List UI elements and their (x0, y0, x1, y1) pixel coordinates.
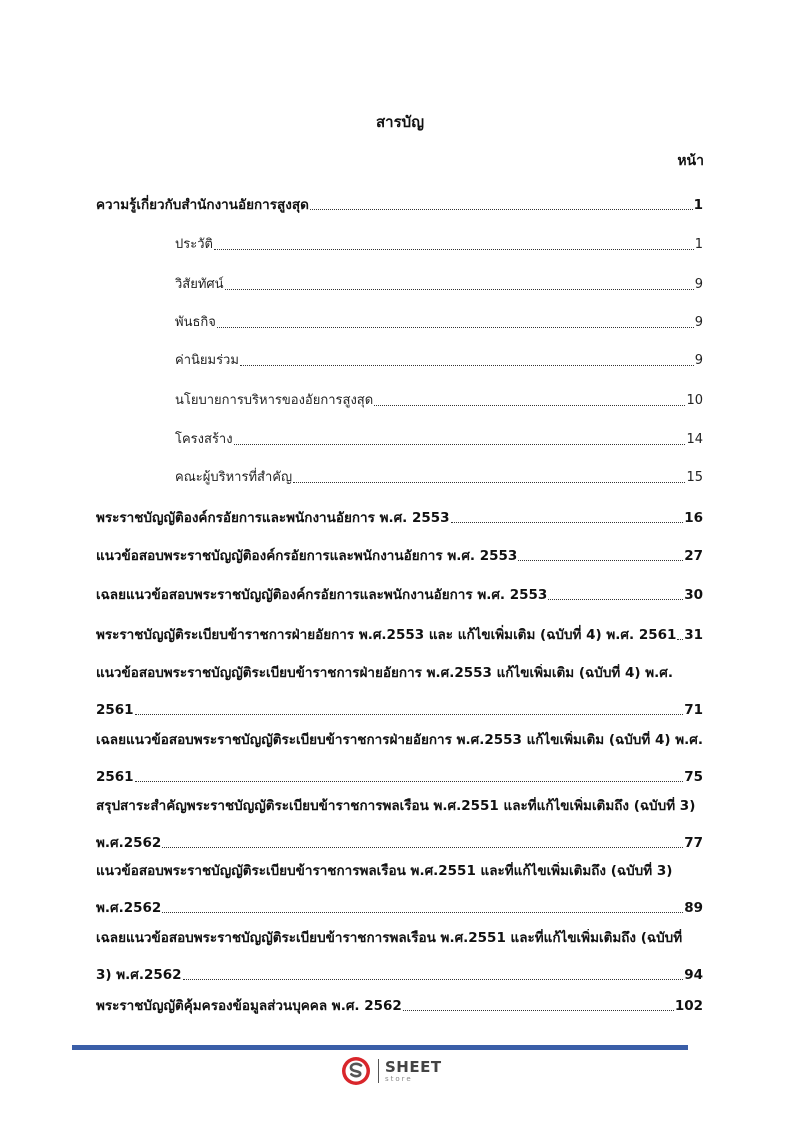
toc-entry (96, 509, 703, 527)
brand-name: SHEET (385, 1057, 442, 1076)
toc-entry-title-line1: เฉลยแนวข้อสอบพระราชบัญญัติระเบียบข้าราชการพลเรือน พ.ศ.2551 และที่แก้ไขเพิ่มเติมถึง (ฉบับที่ (96, 930, 683, 946)
dot-leader (293, 481, 685, 483)
toc-entry-title: นโยบายการบริหารของอัยการสูงสุด (175, 393, 374, 408)
toc-line (175, 352, 703, 370)
toc-entry-title: พ.ศ.2562 (96, 835, 162, 851)
toc-line (96, 196, 703, 214)
page-column-header: หน้า (677, 153, 704, 169)
toc-entry (96, 862, 703, 917)
toc-line (96, 834, 703, 852)
toc-entry-title: พ.ศ.2562 (96, 900, 162, 916)
toc-line (175, 392, 703, 410)
toc-line (96, 547, 703, 565)
toc-page-number: 9 (694, 353, 703, 368)
toc-page-number: 31 (684, 627, 703, 643)
toc-page-number: 14 (686, 432, 703, 447)
toc-entry-title: พระราชบัญญัติคุ้มครองข้อมูลส่วนบุคคล พ.ศ. 2562 (96, 998, 402, 1014)
toc-page-number: 27 (684, 548, 703, 564)
toc-line (175, 276, 703, 294)
dot-leader (374, 404, 685, 406)
toc-entry-title: พระราชบัญญัติองค์กรอัยการและพนักงานอัยการ พ.ศ. 2553 (96, 510, 450, 526)
toc-entry-title: ประวัติ (175, 237, 213, 252)
toc-entry-title: ค่านิยมร่วม (175, 353, 239, 368)
toc-line (175, 314, 703, 332)
toc-entry-title: แนวข้อสอบพระราชบัญญัติองค์กรอัยการและพนักงานอัยการ พ.ศ. 2553 (96, 548, 518, 564)
dot-leader (518, 559, 683, 561)
dot-leader (451, 521, 684, 523)
toc-entry-title: 3) พ.ศ.2562 (96, 967, 182, 983)
dot-leader (310, 208, 693, 210)
toc-entry-title-line1: แนวข้อสอบพระราชบัญญัติระเบียบข้าราชการฝ่ายอัยการ พ.ศ.2553 แก้ไขเพิ่มเติม (ฉบับที่ 4) พ.ศ. (96, 665, 673, 681)
dot-leader (217, 326, 694, 328)
dot-leader (548, 598, 683, 600)
dot-leader (240, 364, 694, 366)
toc-entry (175, 276, 703, 294)
toc-entry-title: โครงสร้าง (175, 432, 233, 447)
toc-page-number: 94 (684, 967, 703, 983)
toc-page-number: 102 (674, 998, 703, 1014)
toc-entry-title: พระราชบัญญัติระเบียบข้าราชการฝ่ายอัยการ พ.ศ.2553 และ แก้ไขเพิ่มเติม (ฉบับที่ 4) พ.ศ. 2561 (96, 627, 677, 643)
toc-entry (96, 196, 703, 214)
footer-divider (72, 1045, 688, 1050)
dot-leader (225, 288, 694, 290)
toc-entry (96, 664, 703, 719)
toc-entry (175, 469, 703, 487)
dot-leader (214, 248, 694, 250)
logo-separator (378, 1059, 379, 1083)
footer-logo (340, 1055, 442, 1087)
dot-leader (162, 911, 683, 913)
toc-entry (96, 797, 703, 852)
toc-entry (96, 626, 703, 644)
toc-entry-title: วิสัยทัศน์ (175, 277, 224, 292)
dot-leader (183, 978, 684, 980)
toc-page-number: 75 (684, 769, 703, 785)
toc-line (96, 586, 703, 604)
toc-page-number: 1 (694, 237, 703, 252)
toc-page-number: 71 (684, 702, 703, 718)
toc-entry-title: ความรู้เกี่ยวกับสำนักงานอัยการสูงสุด (96, 197, 309, 213)
toc-entry-title: เฉลยแนวข้อสอบพระราชบัญญัติองค์กรอัยการและพนักงานอัยการ พ.ศ. 2553 (96, 587, 548, 603)
toc-page-number: 10 (686, 393, 703, 408)
toc-entry (175, 352, 703, 370)
logo-text (385, 1057, 442, 1083)
toc-entry (96, 731, 703, 786)
toc-entry (96, 929, 703, 984)
sheet-store-logo-icon (340, 1055, 372, 1087)
toc-line (96, 509, 703, 527)
toc-entry (175, 392, 703, 410)
toc-page-number: 9 (694, 315, 703, 330)
toc-line (175, 236, 703, 254)
toc-line (96, 626, 703, 644)
toc-page-number: 16 (684, 510, 703, 526)
dot-leader (162, 846, 683, 848)
dot-leader (135, 780, 684, 782)
toc-page-number: 1 (693, 197, 703, 213)
toc-line (96, 966, 703, 984)
brand-sub: store (385, 1074, 413, 1083)
toc-entry-title-line1: เฉลยแนวข้อสอบพระราชบัญญัติระเบียบข้าราชการฝ่ายอัยการ พ.ศ.2553 แก้ไขเพิ่มเติม (ฉบับที่ 4) พ.ศ. (96, 732, 703, 748)
dot-leader (234, 443, 686, 445)
toc-entry-title: คณะผู้บริหารที่สำคัญ (175, 470, 293, 485)
dot-leader (403, 1009, 674, 1011)
toc-page-number: 89 (684, 900, 703, 916)
toc-entry (175, 431, 703, 449)
toc-page-number: 77 (684, 835, 703, 851)
toc-entry-title: พันธกิจ (175, 315, 216, 330)
dot-leader (677, 638, 683, 640)
toc-line (175, 431, 703, 449)
toc-page-number: 30 (684, 587, 703, 603)
dot-leader (135, 713, 684, 715)
toc-entry-title: 2561 (96, 702, 134, 718)
toc-entry-title-line1: แนวข้อสอบพระราชบัญญัติระเบียบข้าราชการพลเรือน พ.ศ.2551 และที่แก้ไขเพิ่มเติมถึง (ฉบับที่ 3) (96, 863, 673, 879)
toc-line (96, 768, 703, 786)
toc-entry (96, 997, 703, 1015)
toc-line (96, 997, 703, 1015)
toc-page-number: 15 (686, 470, 703, 485)
toc-entry (96, 586, 703, 604)
toc-line (96, 899, 703, 917)
toc-entry-title: 2561 (96, 769, 134, 785)
toc-line (96, 701, 703, 719)
toc-entry (175, 236, 703, 254)
toc-line (175, 469, 703, 487)
toc-entry (96, 547, 703, 565)
toc-entry (175, 314, 703, 332)
document-title: สารบัญ (376, 113, 424, 131)
toc-page-number: 9 (694, 277, 703, 292)
toc-entry-title-line1: สรุปสาระสำคัญพระราชบัญญัติระเบียบข้าราชการพลเรือน พ.ศ.2551 และที่แก้ไขเพิ่มเติมถึง (ฉบับที่ 3) (96, 798, 696, 814)
